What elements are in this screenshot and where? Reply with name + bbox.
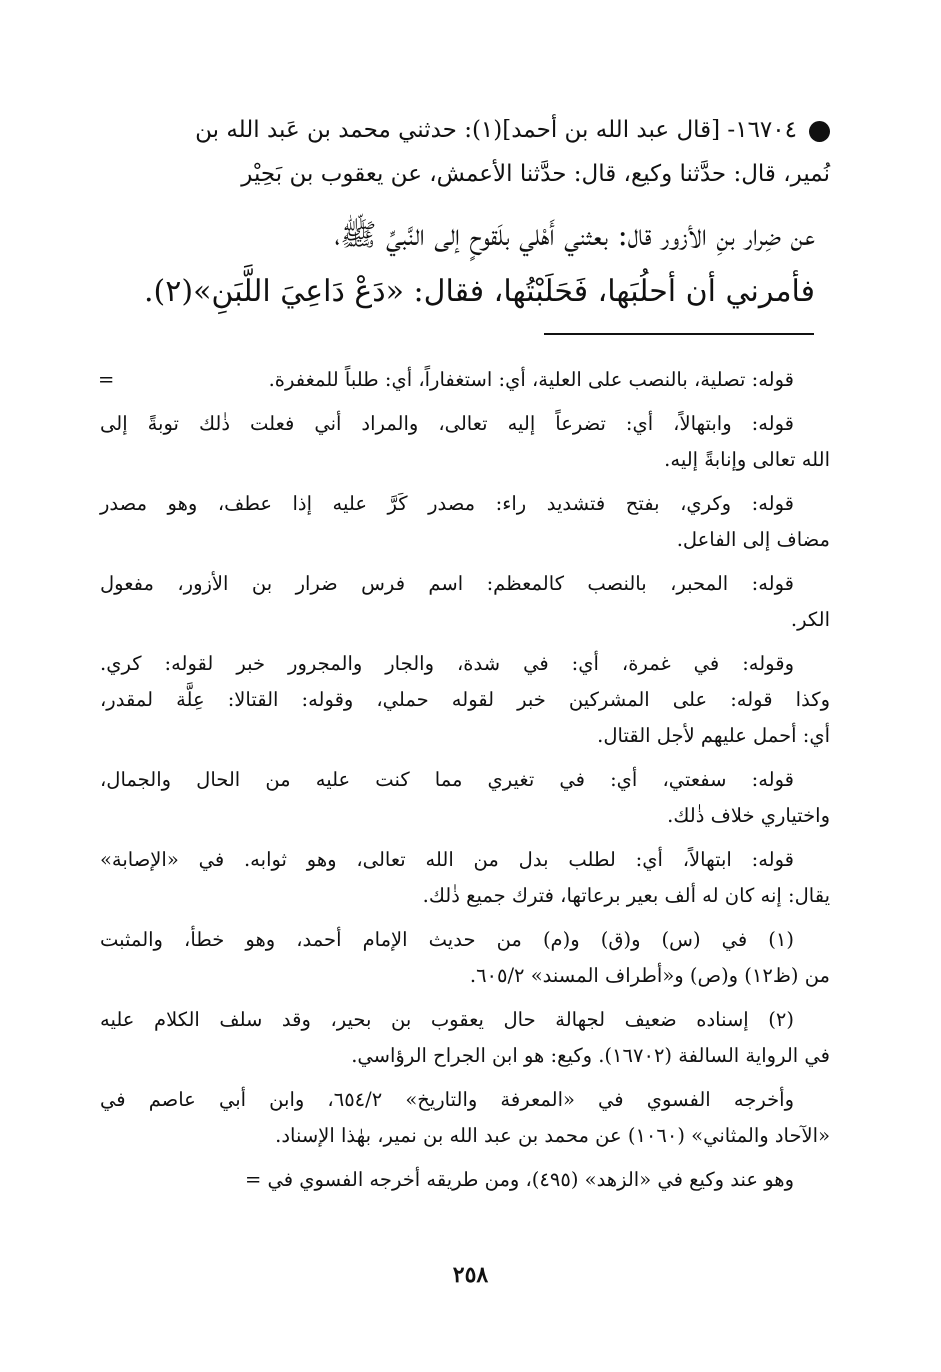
footnote-paragraph [100, 646, 830, 754]
footnote-line: الله تعالى وإنابةً إليه. [664, 448, 830, 471]
matn-line-2: فأمرني أن أحلُبَها، فَحَلَبْتُها، فقال: «دَعْ دَاعِيَ اللَّبَنِ»(٢). [144, 274, 815, 309]
hadith-line-1: ١٦٧٠٤- [قال عبد الله بن أحمد](١): حدثني محمد بن عَبد الله بن [100, 108, 830, 152]
footnote-line: قوله: سفعتي، أي: في تغيري مما كنت عليه من الحال والجمال، [100, 768, 794, 791]
footnote-line: الكر. [790, 608, 830, 631]
footnote-line: مضاف إلى الفاعل. [676, 528, 830, 551]
footnote-line: «الآحاد والمثاني» (١٠٦٠) عن محمد بن عبد الله بن نمير، بهٰذا الإسناد. [275, 1124, 830, 1147]
hadith-line-2: نُمير، قال: حدَّثنا وكيع، قال: حدَّثنا الأعمش، عن يعقوب بن بَحِيْر [241, 161, 830, 187]
footnote-paragraph [100, 762, 830, 834]
footnote-line: قوله: تصلية، بالنصب على العلية، أي: استغفاراً، أي: طلباً للمغفرة. [268, 368, 794, 391]
footnote-paragraph [100, 406, 830, 478]
footnote-line: (١) في (س) و(ق) و(م) من حديث الإمام أحمد، وهو خطأ، والمثبت [100, 928, 794, 951]
footnote-paragraph [100, 842, 830, 914]
footnote-line: من (ظ١٢) و(ص) و«أطراف المسند» ٦٠٥/٢. [469, 964, 830, 987]
footnote-paragraph [100, 362, 830, 398]
bullet-icon [809, 121, 830, 142]
footnote-line: قوله: وابتهالاً، أي: تضرعاً إليه تعالى، والمراد أني فعلت ذٰلك توبةً إلى [100, 412, 794, 435]
footnote-paragraph [100, 486, 830, 558]
footnote-separator [544, 333, 814, 335]
matn-line-1: عن ضِرار بنِ الأزور قال: بعثني أَهْلي بلَقوحٍ إلى النَّبيِّ ﷺ، [334, 218, 815, 253]
footnote-paragraph [100, 566, 830, 638]
footnote-paragraph [100, 1002, 830, 1074]
footnote-line: قوله: وكري، بفتح فتشديد راء: مصدر كَرَّ عليه إذا عطف، وهو مصدر [100, 492, 794, 515]
hadith-matn [100, 208, 815, 320]
page-number: ٢٥٨ [452, 1262, 489, 1288]
footnote-line: في الرواية السالفة (١٦٧٠٢). وكيع: هو ابن الجراح الرؤاسي. [351, 1044, 830, 1067]
hadith-header [100, 108, 830, 196]
footnote-line: أي: أحمل عليهم لأجل القتال. [597, 724, 830, 747]
footnote-line: وهو عند وكيع في «الزهد» (٤٩٥)، ومن طريقه أخرجه الفسوي في = [244, 1168, 794, 1191]
footnote-line: يقال: إنه كان له ألف بعير برعاتها، فترك جميع ذٰلك. [422, 884, 830, 907]
footnote-line: وقوله: في غمرة، أي: في شدة، والجار والمجرور خبر لقوله: كري. [100, 652, 794, 675]
footnote-line: قوله: المحبر، بالنصب كالمعظم: اسم فرس ضرار بن الأزور، مفعول [100, 572, 794, 595]
footnote-line: قوله: ابتهالاً، أي: لطلب بدل من الله تعالى، وهو ثوابه. في «الإصابة» [100, 848, 794, 871]
footnote-paragraph [100, 1162, 830, 1198]
footnotes [100, 362, 830, 1206]
footnote-paragraph [100, 1082, 830, 1154]
footnote-line: (٢) إسناده ضعيف لجهالة حال يعقوب بن بحير، وقد سلف الكلام عليه [100, 1008, 794, 1031]
footnote-line: وأخرجه الفسوي في «المعرفة والتاريخ» ٦٥٤/٢، وابن أبي عاصم في [100, 1088, 794, 1111]
footnote-line: وكذا قوله: على المشركين خبر لقوله حملي، وقوله: القتالا: عِلَّة لمقدر، [100, 688, 830, 711]
footnote-line: واختياري خلاف ذٰلك. [667, 804, 830, 827]
continuation-mark: = [98, 368, 115, 391]
footnote-paragraph [100, 922, 830, 994]
